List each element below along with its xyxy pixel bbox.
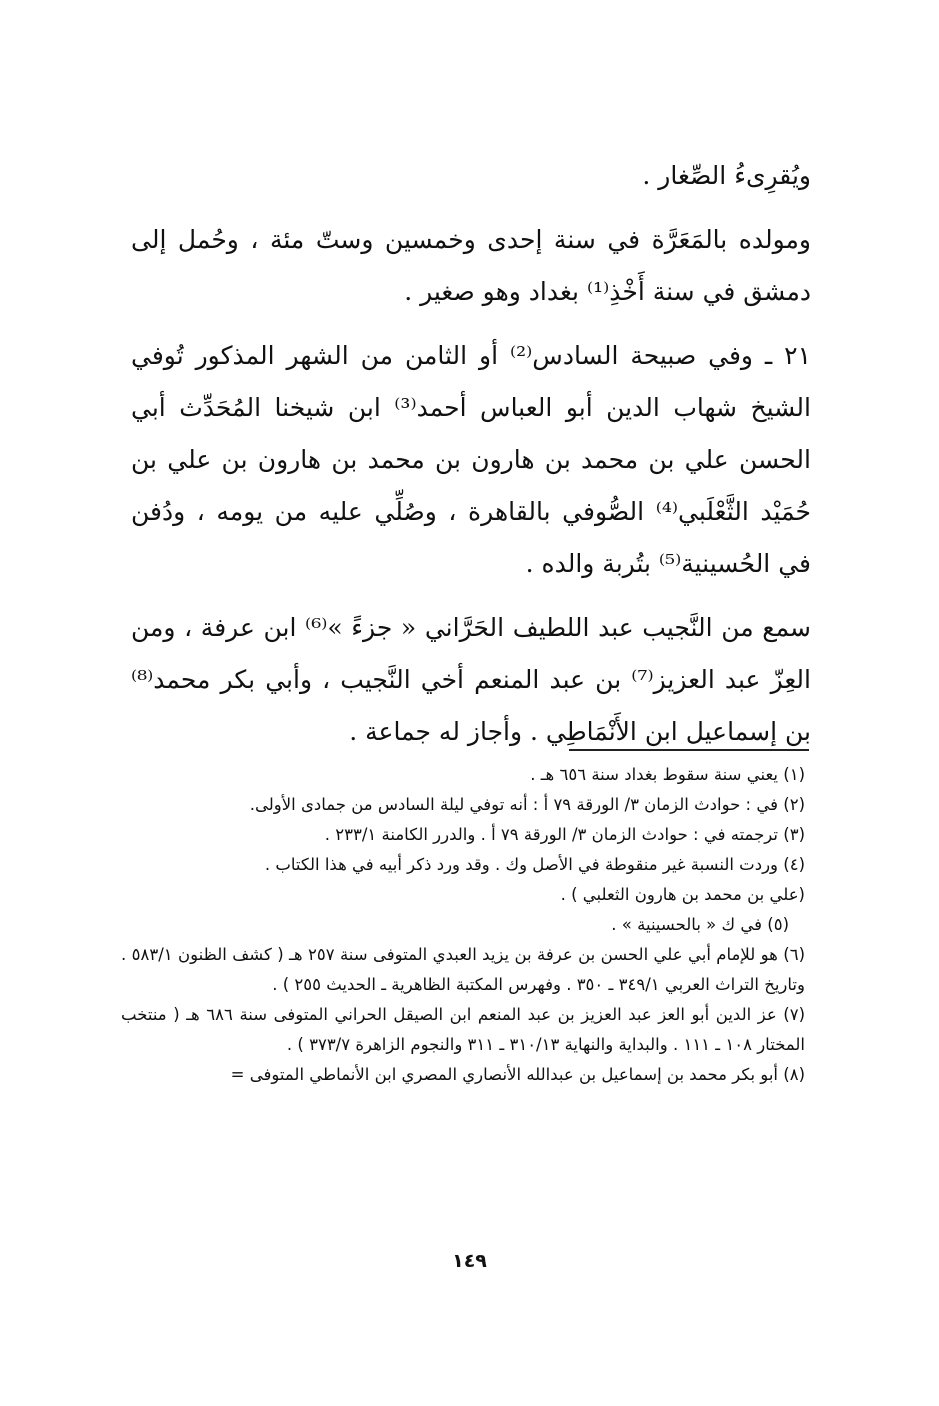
footnote-7: (٧) عز الدين أبو العز عبد العزيز بن عبد المنعم ابن الصيقل الحراني المتوفى سنة ٦٨٦ هـ ( منتخب المختار ١٠٨ ـ ١١١ . والبداية والنهاية ٣١٠/١٣ ـ ٣١١ والنجوم الزاهرة ٣٧٣/٧ ) . xyxy=(121,1005,805,1054)
paragraph-1: ويُقرِىءُ الصِّغار . xyxy=(642,161,811,190)
footnote-4-continuation: (علي بن محمد بن هارون الثعلبي ) . xyxy=(560,885,805,904)
footnotes xyxy=(121,760,811,1090)
page-number: ١٤٩ xyxy=(452,1250,487,1272)
footnote-3: (٣) ترجمته في : حوادث الزمان ٣/ الورقة ٧٩ أ . والدرر الكامنة ٢٣٣/١ . xyxy=(324,825,805,844)
paragraph-2: ومولده بالمَعَرَّة في سنة إحدى وخمسين وستّ مئة ، وحُمل إلى دمشق في سنة أَخْذِ⁽¹⁾ بغداد وهو صغير . xyxy=(131,225,811,306)
footnote-separator xyxy=(569,749,809,751)
footnote-2: (٢) في : حوادث الزمان ٣/ الورقة ٧٩ أ : أنه توفي ليلة السادس من جمادى الأولى. xyxy=(249,795,805,814)
paragraph-3: ٢١ ـ وفي صبيحة السادس⁽²⁾ أو الثامن من الشهر المذكور تُوفي الشيخ شهاب الدين أبو العباس أحمد⁽³⁾ ابن شيخنا المُحَدِّث أبي الحسن علي بن محمد بن هارون بن محمد بن هارون بن علي بن حُمَيْد الثَّعْلَبي⁽⁴⁾ الصُّوفي بالقاهرة ، وصُلِّي عليه من يومه ، ودُفن في الحُسينية⁽⁵⁾ بتُربة والده . xyxy=(131,341,812,578)
main-text xyxy=(131,150,811,770)
footnote-5: (٥) في ك « بالحسينية » . xyxy=(611,915,789,934)
footnote-1: (١) يعني سنة سقوط بغداد سنة ٦٥٦ هـ . xyxy=(530,765,805,784)
footnote-6: (٦) هو للإمام أبي علي الحسن بن عرفة بن يزيد العبدي المتوفى سنة ٢٥٧ هـ ( كشف الظنون ٥٨٣/١ . وتاريخ التراث العربي ٣٤٩/١ ـ ٣٥٠ . وفهرس المكتبة الظاهرية ـ الحديث ٢٥٥ ) . xyxy=(121,945,805,994)
paragraph-4: سمع من النَّجيب عبد اللطيف الحَرَّاني « جزءً »⁽⁶⁾ ابن عرفة ، ومن العِزّ عبد العزيز⁽⁷⁾ بن عبد المنعم أخي النَّجيب ، وأبي بكر محمد⁽⁸⁾ بن إسماعيل ابن الأَنْمَاطِي . وأجاز له جماعة . xyxy=(131,613,811,746)
footnote-4: (٤) وردت النسبة غير منقوطة في الأصل وك . وقد ورد ذكر أبيه في هذا الكتاب . xyxy=(264,855,805,874)
footnote-8: (٨) أبو بكر محمد بن إسماعيل بن عبدالله الأنصاري المصري ابن الأنماطي المتوفى = xyxy=(230,1065,805,1084)
